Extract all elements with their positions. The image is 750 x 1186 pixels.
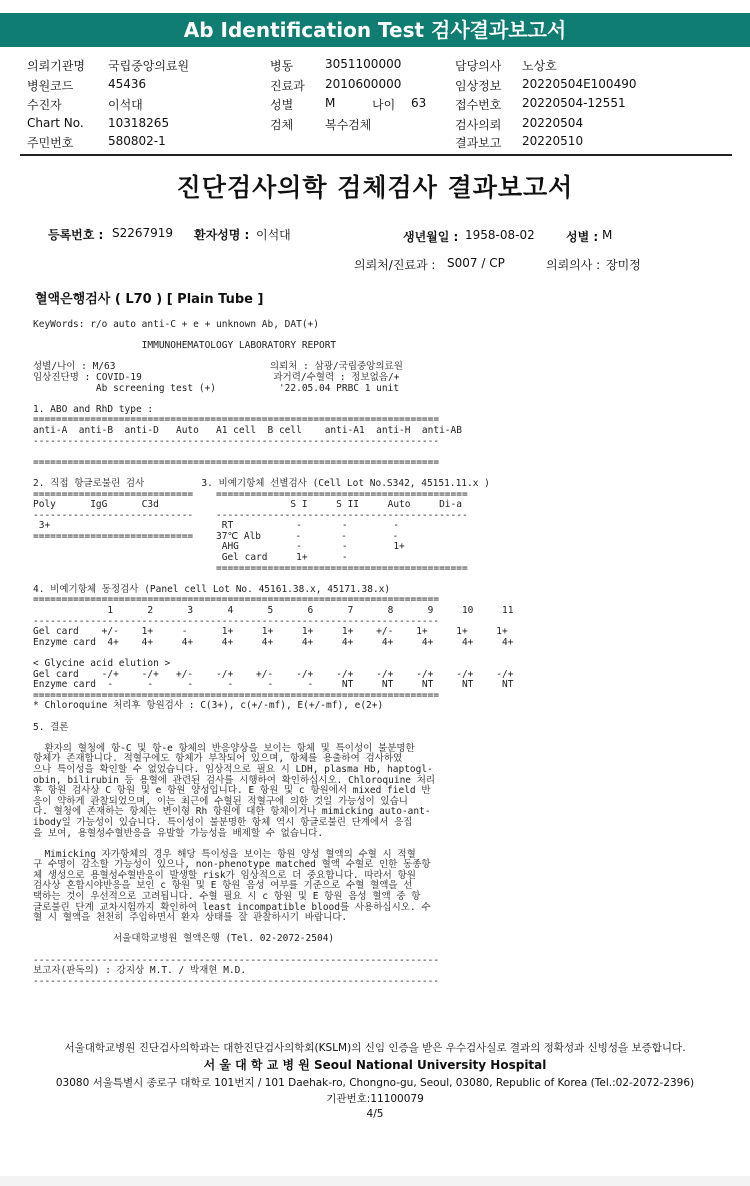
dob-label: 생년월일 : — [403, 230, 459, 244]
section-title: 혈액은행검사 ( L70 ) [ Plain Tube ] — [35, 292, 264, 307]
header-label: 병동 — [270, 59, 294, 73]
header-label: 임상정보 — [455, 79, 502, 93]
header-value: 이석대 — [108, 98, 143, 112]
header-age-value: 63 — [411, 96, 427, 110]
doctor-value: 장미정 — [606, 258, 641, 272]
header-value: 국립중앙의료원 — [108, 59, 190, 73]
reg-label: 등록번호 : — [48, 228, 104, 242]
footer-certification: 서울대학교병원 진단검사의학과는 대한진단검사의학회(KSLM)의 신임 인증을 받은 우수검사실로 결과의 정확성과 신빙성을 보증합니다. — [64, 1042, 686, 1054]
dob-value: 1958-08-02 — [465, 228, 535, 242]
header-value: 20220504-12551 — [522, 96, 626, 110]
footer-hospital-name: 서 울 대 학 교 병 원 Seoul National University Hospital — [203, 1058, 547, 1072]
header-value: 복수검체 — [325, 118, 372, 132]
header-label: 접수번호 — [455, 98, 502, 112]
header-value: 580802-1 — [108, 134, 166, 148]
header-label: Chart No. — [27, 116, 84, 130]
header-value: 45436 — [108, 77, 147, 91]
header-label: 성별 — [270, 98, 294, 112]
header-value: 노상호 — [522, 59, 557, 73]
page-number: 4/5 — [366, 1108, 384, 1120]
header-label: 검체 — [270, 118, 294, 132]
lab-report-body: KeyWords: r/o auto anti-C + e + unknown Ab, DAT(+) IMMUNOHEMATOLOGY LABORATORY REPORT 성별/나이 : M/63 의뢰처 : 삼광/국립중앙의료원 임상진단명 : COVID-19 과거력/수혈력 : 정보없음/+ Ab screening test (+) '22.05.04 PRBC 1 unit 1. ABO and RhD type : ======================================================================= anti-A anti-B anti-D Auto A1 cell B cell anti-A1 anti-H anti-AB ----------------------------------------------------------------------- ======================================================================= 2. 직접 항글로불린 검사 3. 비예기항체 선별검사 (Cell Lot No.S342, 45151.11.x ) ============================ ============================================ Poly IgG C3d S I S II Auto Di-a ---------------------------- -------------------------------------------- 3+ RT - - - ============================ 37℃ Alb - - - AHG - - 1+ Gel card 1+ - ============================================ 4. 비예기항체 동정검사 (Panel cell Lot No. 45161.38.x, 45171.38.x) ======================================================================= 1 2 3 4 5 6 7 8 9 10 11 ----------------------------------------------------------------------- Gel card +/- 1+ - 1+ 1+ 1+ 1+ +/- 1+ 1+ 1+ Enzyme card 4+ 4+ 4+ 4+ 4+ 4+ 4+ 4+ 4+ 4+ 4+ < Glycine acid elution > Gel card -/+ -/+ +/- -/+ +/- -/+ -/+ -/+ -/+ -/+ -/+ Enzyme card - - - - - - NT NT NT NT NT ======================================================================= * Chloroquine 처리후 항원검사 : C(3+), c(+/-mf), E(+/-mf), e(2+) 5. 결론 환자의 혈청에 항-C 및 항-e 항체의 반응양상을 보이는 항체 및 특이성이 불분명한 항체가 존재합니다. 적혈구에도 항체가 부착되어 있으며, 항체를 용출하여 검사하였 으나 특이성을 확인할 수 없었습니다. 임상적으로 필요 시 LDH, plasma Hb, haptogl- obin, bilirubin 등 용혈에 관련된 검사를 시행하여 확인하십시오. Chloroquine 처리 후 항원 검사상 C 항원 및 e 항원 양성입니다. E 항원 및 c 항원에서 mixed field 반 응이 약하게 관찰되었으며, 이는 최근에 수혈된 적혈구에 의한 것일 가능성이 있습니 다. 혈청에 존재하는 항체는 변이형 Rh 항원에 대한 항체이거나 mimicking auto-ant- ibody일 가능성이 있습니다. 특이성이 불분명한 항체 역시 항글로불린 단계에서 응집 을 보여, 용혈성수혈반응을 유발할 가능성을 배제할 수 없습니다. Mimicking 자가항체의 경우 해당 특이성을 보이는 항원 양성 혈액의 수혈 시 적혈 구 수명이 감소할 가능성이 있으나, non-phenotype matched 혈액 수혈로 인한 동종항 체 생성으로 용혈성수혈반응이 발생할 risk가 임상적으로 더 중요합니다. 따라서 항원 검사상 혼합시야반응을 보인 c 항원 및 E 항원 음성 여부를 기준으로 수혈 혈액을 선 택하는 것이 우선적으로 고려됩니다. 수혈 필요 시 c 항원 및 E 항원 음성 혈액 중 항 글로불린 단계 교차시험까지 확인하여 least incompatible blood를 사용하십시오. 수 혈 시 혈액을 천천히 주입하면서 환자 상태를 잘 관찰하시기 바랍니다. 서울대학교병원 혈액은행 (Tel. 02-2072-2504) ----------------------------------------------------------------------- 보고자(판독의) : 강지상 M.T. / 박재현 M.D. ----------------------------------------------------------------------- — [33, 319, 514, 987]
name-label: 환자성명 : — [194, 228, 250, 242]
doctor-label: 의뢰의사 : — [546, 258, 601, 272]
header-label: 결과보고 — [455, 136, 502, 150]
header-value: 20220510 — [522, 134, 584, 148]
header-label: 수진자 — [27, 98, 62, 112]
header-label: 검사의뢰 — [455, 118, 502, 132]
dept-label: 의뢰처/진료과 : — [354, 258, 436, 272]
name-value: 이석대 — [256, 228, 291, 242]
header-label: 주민번호 — [27, 136, 74, 150]
header-label: 진료과 — [270, 79, 305, 93]
header-value: 20220504E100490 — [522, 77, 637, 91]
header-value: 20220504 — [522, 116, 584, 130]
report-banner: Ab Identification Test 검사결과보고서 — [0, 13, 750, 47]
header-label: 담당의사 — [455, 59, 502, 73]
header-label: 의뢰기관명 — [27, 59, 85, 73]
header-value: M — [325, 96, 336, 110]
sex-label: 성별 : — [566, 230, 599, 244]
report-title: 진단검사의학 검체검사 결과보고서 — [176, 173, 574, 202]
header-value: 3051100000 — [325, 57, 402, 71]
header-divider — [20, 154, 732, 156]
header-value: 2010600000 — [325, 77, 402, 91]
dept-value: S007 / CP — [447, 256, 505, 270]
header-age-label: 나이 — [372, 98, 396, 112]
sex-value: M — [602, 228, 613, 242]
reg-value: S2267919 — [112, 226, 174, 240]
header-value: 10318265 — [108, 116, 170, 130]
footer-institution-number: 기관번호:11100079 — [326, 1093, 424, 1105]
footer-address: 03080 서울특별시 종로구 대학로 101번지 / 101 Daehak-ro, Chongno-gu, Seoul, 03080, Republic of Korea (Tel.:02-2072-2396) — [55, 1077, 695, 1089]
header-label: 병원코드 — [27, 79, 74, 93]
